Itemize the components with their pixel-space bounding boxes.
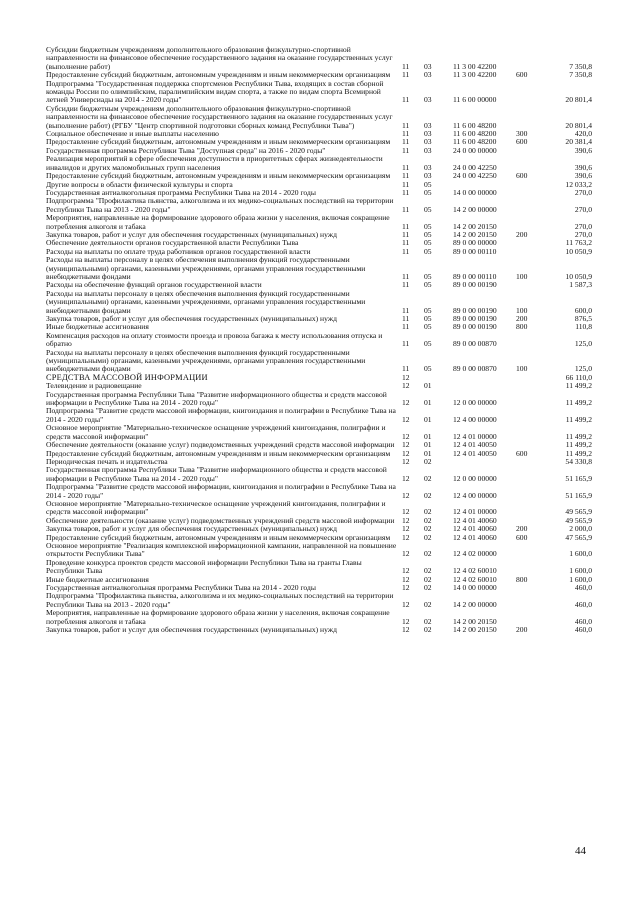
row-description: Предоставление субсидий бюджетным, автономным учреждениям и иным некоммерческим организациям <box>46 532 391 542</box>
row-target-article-code: 12 4 01 00000 <box>453 507 497 517</box>
row-description: Предоставление субсидий бюджетным, автономным учреждениям и иным некоммерческим организациям <box>46 70 391 80</box>
row-amount: 66 110,0 <box>565 372 592 382</box>
row-target-article-code: 11 6 00 48200 <box>453 137 497 147</box>
row-expense-type-code: 100 <box>516 305 528 315</box>
row-section-code: 12 <box>402 414 410 424</box>
row-description: Закупка товаров, работ и услуг для обеспечения государственных (муниципальных) нужд <box>46 524 337 534</box>
table-row <box>46 626 592 634</box>
row-description: Подпрограмма "Развитие средств массовой информации, книгоиздания и полиграфии в Республике Тыва на 2014 - 2020 годы" <box>46 406 396 424</box>
row-amount: 20 381,4 <box>565 137 592 147</box>
row-subsection-code: 01 <box>424 414 432 424</box>
row-expense-type-code: 800 <box>516 574 528 584</box>
row-subsection-code: 02 <box>424 524 432 534</box>
row-description: Расходы на выплаты по оплате труда работников органов государственной власти <box>46 246 311 256</box>
table-row <box>46 559 592 576</box>
row-section-code: 12 <box>402 381 410 391</box>
row-target-article-code: 14 2 00 20150 <box>453 625 497 635</box>
row-section-code: 11 <box>402 129 410 139</box>
row-section-code: 12 <box>402 456 410 466</box>
row-amount: 270,0 <box>574 204 592 214</box>
row-description: Иные бюджетные ассигнования <box>46 322 149 332</box>
row-target-article-code: 89 0 00 00110 <box>453 246 497 256</box>
row-subsection-code: 02 <box>424 490 432 500</box>
row-subsection-code: 03 <box>424 137 432 147</box>
row-amount: 1 600,0 <box>569 566 592 576</box>
row-amount: 125,0 <box>574 339 592 349</box>
row-section-code: 12 <box>402 515 410 525</box>
row-section-code: 11 <box>402 339 410 349</box>
row-target-article-code: 12 4 02 60010 <box>453 574 497 584</box>
row-subsection-code: 05 <box>424 339 432 349</box>
row-expense-type-code: 300 <box>516 129 528 139</box>
row-description: Подпрограмма "Профилактика пьянства, алкоголизма и их медико-социальных последствий на территории Республики Тыва на 2013 - 2020 годы" <box>46 196 394 214</box>
table-row <box>46 466 592 483</box>
row-subsection-code: 01 <box>424 440 432 450</box>
row-amount: 1 587,3 <box>569 280 592 290</box>
row-subsection-code: 05 <box>424 229 432 239</box>
row-target-article-code: 12 0 00 00000 <box>453 398 497 408</box>
row-description: Обеспечение деятельности (оказание услуг) подведомственных учреждений средств массовой информации <box>46 515 395 525</box>
row-target-article-code: 24 0 00 00000 <box>453 145 497 155</box>
row-subsection-code: 03 <box>424 129 432 139</box>
row-expense-type-code: 200 <box>516 314 528 323</box>
row-description: Основное мероприятие "Материально-техническое оснащение учреждений книгоиздания, полиграфии и средств массовой информации" <box>46 423 386 441</box>
row-amount: 20 801,4 <box>565 120 592 130</box>
row-description: Обеспечение деятельности (оказание услуг) подведомственных учреждений средств массовой информации <box>46 440 395 450</box>
row-target-article-code: 12 4 01 40050 <box>453 440 497 450</box>
row-subsection-code: 05 <box>424 364 432 374</box>
row-section-code: 11 <box>402 364 410 374</box>
row-subsection-code: 03 <box>424 120 432 130</box>
row-section-code: 11 <box>402 246 410 256</box>
row-amount: 11 499,2 <box>565 431 592 441</box>
row-section-code: 11 <box>402 280 410 290</box>
row-section-code: 11 <box>402 120 410 130</box>
row-target-article-code: 12 4 01 40050 <box>453 448 497 458</box>
row-description: Телевидение и радиовещание <box>46 381 142 391</box>
row-amount: 600,0 <box>574 305 592 315</box>
row-target-article-code: 12 4 02 60010 <box>453 566 497 576</box>
row-description: Основное мероприятие "Материально-техническое оснащение учреждений книгоиздания, полиграфии и средств массовой информации" <box>46 498 386 517</box>
row-description: Другие вопросы в области физической культуры и спорта <box>46 179 233 189</box>
row-section-code: 11 <box>402 171 410 181</box>
row-description: Мероприятия, направленные на формирование здорового образа жизни у населения, включая сокращение потребления алкоголя и табака <box>46 213 390 231</box>
row-subsection-code: 05 <box>424 305 432 315</box>
row-description: Предоставление субсидий бюджетным, автономным учреждениям и иным некоммерческим организациям <box>46 171 391 181</box>
row-amount: 390,6 <box>574 171 592 181</box>
row-amount: 1 600,0 <box>569 549 592 559</box>
row-section-code: 11 <box>402 95 410 105</box>
row-expense-type-code: 100 <box>516 364 528 374</box>
row-description: Государственная программа Республики Тыва "Развитие информационного общества и средств массовой информации в Республике Тыва на 2014 - 2020 годы" <box>46 389 387 408</box>
row-subsection-code: 02 <box>424 507 432 517</box>
row-expense-type-code: 200 <box>516 229 528 239</box>
row-section-code: 12 <box>402 616 410 626</box>
row-amount: 460,0 <box>574 583 592 592</box>
row-description: Подпрограмма "Профилактика пьянства, алкоголизма и их медико-социальных последствий на территории Республики Тыва на 2013 - 2020 годы" <box>46 591 394 609</box>
row-expense-type-code: 600 <box>516 70 528 80</box>
row-section-code: 11 <box>402 221 410 231</box>
row-amount: 49 565,9 <box>565 507 592 517</box>
row-description: Закупка товаров, работ и услуг для обеспечения государственных (муниципальных) нужд <box>46 314 337 323</box>
row-section-code: 12 <box>402 490 410 500</box>
table-row <box>46 256 592 281</box>
table-row <box>46 542 592 559</box>
row-target-article-code: 12 4 01 40060 <box>453 532 497 542</box>
row-section-code: 11 <box>402 187 410 197</box>
row-description: Основное мероприятие "Реализация комплексной информационной кампании, направленной на повышение открытости Республики Тыва" <box>46 540 397 559</box>
row-section-code: 12 <box>402 583 410 592</box>
row-section-code: 11 <box>402 229 410 239</box>
row-subsection-code: 02 <box>424 473 432 483</box>
row-subsection-code: 05 <box>424 322 432 332</box>
row-target-article-code: 89 0 00 00870 <box>453 364 497 374</box>
row-target-article-code: 14 2 00 20150 <box>453 221 497 231</box>
row-target-article-code: 14 2 00 20150 <box>453 616 497 626</box>
row-subsection-code: 02 <box>424 625 432 635</box>
row-target-article-code: 24 0 00 42250 <box>453 171 497 181</box>
row-section-code: 11 <box>402 314 410 323</box>
row-amount: 11 499,2 <box>565 398 592 408</box>
row-section-code: 11 <box>402 137 410 147</box>
row-description: Закупка товаров, работ и услуг для обеспечения государственных (муниципальных) нужд <box>46 229 337 239</box>
row-target-article-code: 14 0 00 00000 <box>453 187 497 197</box>
row-amount: 1 600,0 <box>569 574 592 584</box>
row-expense-type-code: 100 <box>516 271 528 281</box>
row-amount: 10 050,9 <box>565 271 592 281</box>
budget-table <box>46 46 592 634</box>
row-description: Расходы на выплаты персоналу в целях обеспечения выполнения функций государственными (муниципальными) органами, казенными учреждениями, органами управления государственными внебюджетными фондами <box>46 255 366 281</box>
table-row <box>46 332 592 349</box>
row-subsection-code: 03 <box>424 61 432 71</box>
row-section-code: 12 <box>402 507 410 517</box>
row-description: Предоставление субсидий бюджетным, автономным учреждениям и иным некоммерческим организациям <box>46 448 391 458</box>
row-section-code: 12 <box>402 524 410 534</box>
row-description: Мероприятия, направленные на формирование здорового образа жизни у населения, включая сокращение потребления алкоголя и табака <box>46 608 390 626</box>
row-subsection-code: 02 <box>424 583 432 592</box>
row-subsection-code: 01 <box>424 448 432 458</box>
table-row <box>46 483 592 500</box>
row-description: Подпрограмма "Государственная поддержка спортсменов Республики Тыва, входящих в состав сборной команды России по олимпийским, паралимпийским видам спорта, а также по видам спорта Всемирной летней Универсиады на 2014 - 2020 годы" <box>46 78 384 105</box>
row-subsection-code: 01 <box>424 398 432 408</box>
row-section-code: 12 <box>402 398 410 408</box>
row-subsection-code: 05 <box>424 271 432 281</box>
row-description: Субсидии бюджетным учреждениям дополнительного образования физкультурно-спортивной направленности на финансовое обеспечение государственного задания на оказание государственных услуг (выполнение работ) <box>46 45 393 71</box>
row-expense-type-code: 600 <box>516 137 528 147</box>
row-amount: 51 165,9 <box>565 490 592 500</box>
row-target-article-code: 12 4 00 00000 <box>453 414 497 424</box>
row-amount: 49 565,9 <box>565 515 592 525</box>
row-amount: 51 165,9 <box>565 473 592 483</box>
table-row <box>46 46 592 71</box>
row-subsection-code: 01 <box>424 431 432 441</box>
table-row <box>46 391 592 408</box>
row-description: Социальное обеспечение и иные выплаты населению <box>46 129 219 139</box>
row-description: Реализация мероприятий в сфере обеспечения доступности в приоритетных сферах жизнедеятельности инвалидов и других маломобильных групп населения <box>46 154 383 172</box>
row-subsection-code: 03 <box>424 171 432 181</box>
row-subsection-code: 01 <box>424 381 432 391</box>
row-target-article-code: 89 0 00 00000 <box>453 238 497 248</box>
row-section-code: 12 <box>402 625 410 635</box>
row-amount: 460,0 <box>574 616 592 626</box>
row-subsection-code: 02 <box>424 515 432 525</box>
row-section-code: 11 <box>402 238 410 248</box>
table-row <box>46 500 592 517</box>
row-amount: 11 763,2 <box>565 238 592 248</box>
row-section-code: 12 <box>402 549 410 559</box>
row-subsection-code: 05 <box>424 280 432 290</box>
row-subsection-code: 02 <box>424 574 432 584</box>
row-description: Компенсация расходов на оплату стоимости проезда и провоза багажа к месту использования отпуска и обратно <box>46 330 383 349</box>
row-subsection-code: 05 <box>424 187 432 197</box>
row-description: Периодическая печать и издательства <box>46 456 168 466</box>
row-target-article-code: 11 6 00 48200 <box>453 120 497 130</box>
table-row <box>46 80 592 105</box>
row-description: Государственная программа Республики Тыва "Доступная среда" на 2016 - 2020 годы" <box>46 145 326 155</box>
row-description: Расходы на обеспечение функций органов государственной власти <box>46 280 262 290</box>
row-amount: 876,5 <box>574 314 592 323</box>
row-section-code: 11 <box>402 162 410 172</box>
row-expense-type-code: 800 <box>516 322 528 332</box>
row-description: Обеспечение деятельности органов государственной власти Республики Тыва <box>46 238 299 248</box>
row-target-article-code: 89 0 00 00190 <box>453 305 497 315</box>
row-amount: 460,0 <box>574 625 592 635</box>
row-target-article-code: 11 6 00 48200 <box>453 129 497 139</box>
row-description: Предоставление субсидий бюджетным, автономным учреждениям и иным некоммерческим организациям <box>46 137 391 147</box>
row-subsection-code: 02 <box>424 532 432 542</box>
row-target-article-code: 14 0 00 00000 <box>453 583 497 592</box>
row-amount: 7 350,8 <box>569 70 592 80</box>
table-row <box>46 407 592 424</box>
row-target-article-code: 11 6 00 00000 <box>453 95 497 105</box>
row-description: Субсидии бюджетным учреждениям дополнительного образования физкультурно-спортивной направленности на финансовое обеспечение государственного задания на оказание государственных услуг (выполнение работ) (РГБУ "Центр спортивной подготовки сборных команд Республики Тыва") <box>46 103 393 130</box>
row-section-code: 12 <box>402 473 410 483</box>
row-description: Расходы на выплаты персоналу в целях обеспечения выполнения функций государственными (муниципальными) органами, казенными учреждениями, органами управления государственными внебюджетными фондами <box>46 347 366 374</box>
row-amount: 11 499,2 <box>565 381 592 391</box>
row-section-code: 12 <box>402 440 410 450</box>
row-description: Закупка товаров, работ и услуг для обеспечения государственных (муниципальных) нужд <box>46 625 337 635</box>
row-section-code: 11 <box>402 305 410 315</box>
row-subsection-code: 05 <box>424 246 432 256</box>
row-section-code: 12 <box>402 566 410 576</box>
row-description: Государственная антиалкогольная программа Республики Тыва на 2014 - 2020 годы <box>46 187 316 197</box>
row-section-code: 12 <box>402 448 410 458</box>
row-description: Государственная антиалкогольная программа Республики Тыва на 2014 - 2020 годы <box>46 583 316 592</box>
row-section-code: 11 <box>402 204 410 214</box>
row-section-code: 11 <box>402 61 410 71</box>
row-subsection-code: 03 <box>424 162 432 172</box>
row-description: Подпрограмма "Развитие средств массовой информации, книгоиздания и полиграфии в Республике Тыва на 2014 - 2020 годы" <box>46 482 396 500</box>
row-subsection-code: 03 <box>424 70 432 80</box>
row-section-code: 11 <box>402 322 410 332</box>
row-target-article-code: 12 0 00 00000 <box>453 473 497 483</box>
row-subsection-code: 02 <box>424 566 432 576</box>
row-description: Иные бюджетные ассигнования <box>46 574 149 584</box>
row-amount: 390,6 <box>574 145 592 155</box>
row-amount: 11 499,2 <box>565 414 592 424</box>
table-row <box>46 592 592 609</box>
row-section-code: 12 <box>402 431 410 441</box>
row-target-article-code: 12 4 00 00000 <box>453 490 497 500</box>
table-row <box>46 290 592 315</box>
row-amount: 7 350,8 <box>569 61 592 71</box>
row-target-article-code: 89 0 00 00190 <box>453 314 497 323</box>
row-amount: 270,0 <box>574 221 592 231</box>
row-amount: 11 499,2 <box>565 448 592 458</box>
table-row <box>46 155 592 172</box>
row-amount: 20 801,4 <box>565 95 592 105</box>
row-section-code: 12 <box>402 372 410 382</box>
row-target-article-code: 12 4 01 40060 <box>453 515 497 525</box>
row-subsection-code: 03 <box>424 95 432 105</box>
page-number: 44 <box>575 845 586 857</box>
row-amount: 2 000,0 <box>569 524 592 534</box>
row-description: СРЕДСТВА МАССОВОЙ ИНФОРМАЦИИ <box>46 372 208 382</box>
row-target-article-code: 89 0 00 00870 <box>453 339 497 349</box>
row-target-article-code: 24 0 00 42250 <box>453 162 497 172</box>
row-target-article-code: 11 3 00 42200 <box>453 61 497 71</box>
table-row <box>46 214 592 231</box>
table-row <box>46 609 592 626</box>
row-section-code: 11 <box>402 70 410 80</box>
row-amount: 270,0 <box>574 187 592 197</box>
row-subsection-code: 05 <box>424 221 432 231</box>
row-target-article-code: 12 4 01 40060 <box>453 524 497 534</box>
row-section-code: 12 <box>402 599 410 609</box>
table-row <box>46 424 592 441</box>
row-amount: 12 033,2 <box>565 179 592 189</box>
row-section-code: 12 <box>402 532 410 542</box>
row-amount: 390,6 <box>574 162 592 172</box>
row-expense-type-code: 600 <box>516 171 528 181</box>
row-amount: 110,8 <box>575 322 592 332</box>
row-subsection-code: 02 <box>424 599 432 609</box>
row-amount: 420,0 <box>574 129 592 139</box>
row-amount: 47 565,9 <box>565 532 592 542</box>
row-section-code: 11 <box>402 271 410 281</box>
row-amount: 125,0 <box>574 364 592 374</box>
row-amount: 10 050,9 <box>565 246 592 256</box>
row-target-article-code: 14 2 00 00000 <box>453 204 497 214</box>
row-target-article-code: 11 3 00 42200 <box>453 70 497 80</box>
row-section-code: 11 <box>402 145 410 155</box>
row-target-article-code: 14 2 00 20150 <box>453 229 497 239</box>
row-section-code: 11 <box>402 179 410 189</box>
row-target-article-code: 12 4 02 00000 <box>453 549 497 559</box>
row-expense-type-code: 600 <box>516 532 528 542</box>
row-target-article-code: 89 0 00 00190 <box>453 280 497 290</box>
table-row <box>46 197 592 214</box>
row-target-article-code: 12 4 01 00000 <box>453 431 497 441</box>
row-amount: 270,0 <box>574 229 592 239</box>
row-subsection-code: 02 <box>424 456 432 466</box>
row-subsection-code: 05 <box>424 179 432 189</box>
row-target-article-code: 89 0 00 00190 <box>453 322 497 332</box>
row-subsection-code: 03 <box>424 145 432 155</box>
row-subsection-code: 05 <box>424 204 432 214</box>
row-target-article-code: 89 0 00 00110 <box>453 271 497 281</box>
row-subsection-code: 02 <box>424 616 432 626</box>
row-description: Расходы на выплаты персоналу в целях обеспечения выполнения функций государственными (муниципальными) органами, казенными учреждениями, органами управления государственными внебюджетными фондами <box>46 288 366 315</box>
row-subsection-code: 02 <box>424 549 432 559</box>
row-expense-type-code: 600 <box>516 448 528 458</box>
row-target-article-code: 14 2 00 00000 <box>453 599 497 609</box>
row-amount: 11 499,2 <box>565 440 592 450</box>
table-row <box>46 349 592 374</box>
row-amount: 54 330,8 <box>565 456 592 466</box>
row-description: Проведение конкурса проектов средств массовой информации Республики Тыва на гранты Главы Республики Тыва <box>46 557 362 576</box>
table-row <box>46 105 592 130</box>
row-expense-type-code: 200 <box>516 524 528 534</box>
row-subsection-code: 05 <box>424 314 432 323</box>
row-description: Государственная программа Республики Тыва "Развитие информационного общества и средств массовой информации в Республике Тыва на 2014 - 2020 годы" <box>46 465 387 483</box>
row-section-code: 12 <box>402 574 410 584</box>
row-amount: 460,0 <box>574 599 592 609</box>
row-expense-type-code: 200 <box>516 625 528 635</box>
row-subsection-code: 05 <box>424 238 432 248</box>
